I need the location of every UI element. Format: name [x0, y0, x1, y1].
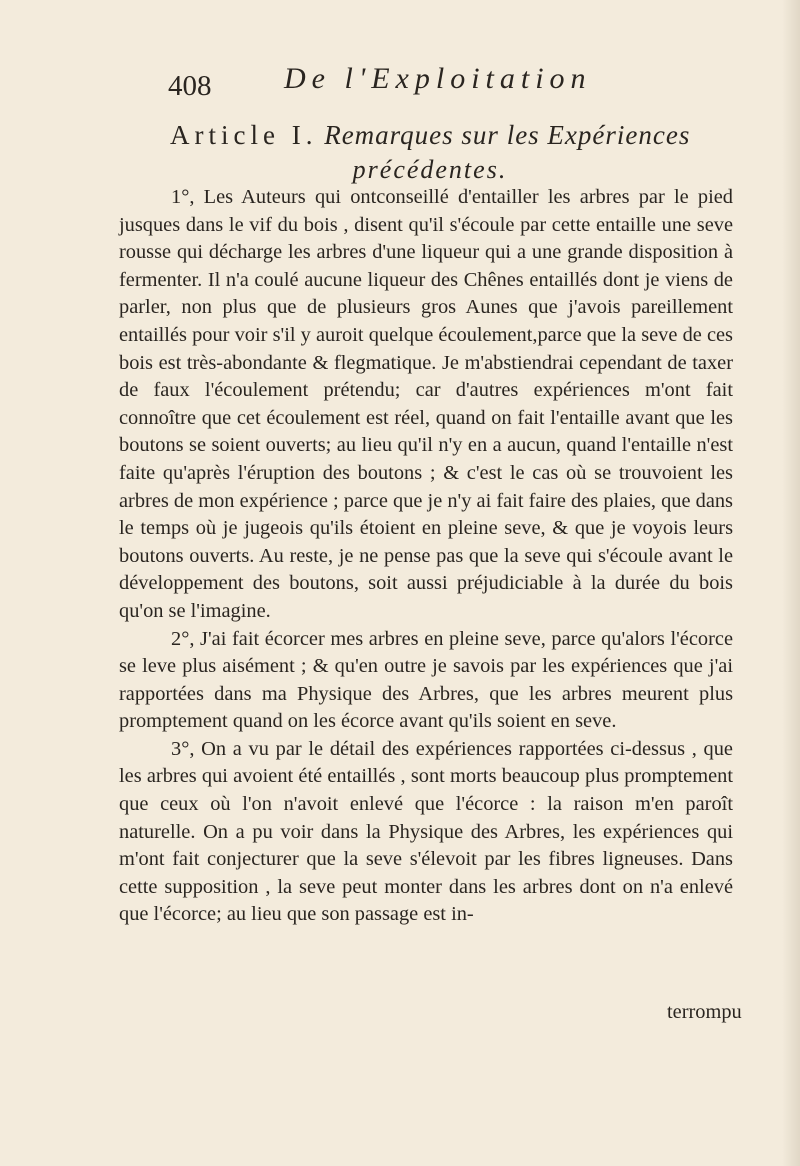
running-title: De l'Exploitation: [284, 62, 592, 95]
page-header: [168, 62, 630, 102]
paragraph-1: 1°, Les Auteurs qui ontconseillé d'entailler les arbres par le pied jusques dans le vif du bois , disent qu'il s'écoule par cette entaille une seve rousse qui décharge les arbres d'une liqueur qui a une grande disposition à fermenter. Il n'a coulé aucune liqueur des Chênes entaillés dont je viens de parler, non plus que de plusieurs gros Aunes que j'avois pareillement entaillés pour voir s'il y auroit quelque écoulement,parce que la seve de ces bois est très-abondante & flegmatique. Je m'abstiendrai cependant de taxer de faux l'écoulement prétendu; car d'autres expériences m'ont fait connoître que cet écoulement est réel, quand on fait l'entaille avant que les boutons se soient ouverts; au lieu qu'il n'y en a aucun, quand l'entaille n'est faite qu'après l'éruption des boutons ; & c'est le cas où se trouvoient les arbres de mon expérience ; parce que je n'y ai fait faire des plaies, que dans le temps où je jugeois qu'ils étoient en pleine seve, & que je voyois leurs boutons ouverts. Au reste, je ne pense pas que la seve qui s'écoule avant le développement des boutons, soit aussi préjudiciable à la durée du bois qu'on se l'imagine.: [119, 186, 733, 622]
article-heading: [170, 120, 730, 185]
paragraph-3: 3°, On a vu par le détail des expériences rapportées ci-dessus , que les arbres qui avoient été entaillés , sont morts beaucoup plus promptement que ceux où l'on n'avoit enlevé que l'écorce : la raison m'en paroît naturelle. On a pu voir dans la Physique des Arbres, les expériences qui m'ont fait conjecturer que la seve s'élevoit par les fibres ligneuses. Dans cette supposition , la seve peut monter dans les arbres dont on n'a enlevé que l'écorce; au lieu que son passage est in-: [119, 737, 733, 926]
catchword: terrompu: [667, 1001, 742, 1023]
article-heading-line1: [170, 120, 730, 151]
paragraph-2: 2°, J'ai fait écorcer mes arbres en pleine seve, parce qu'alors l'écorce se leve plus aisément ; & qu'en outre je savois par les expériences que j'ai rapportées dans ma Physique des Arbres, que les arbres meurent plus promptement quand on les écorce avant qu'ils soient en seve.: [119, 627, 733, 733]
body-text: [119, 184, 733, 929]
page-number: 408: [168, 70, 212, 102]
article-title-continuation: précédentes.: [352, 155, 508, 184]
article-title: Remarques sur les Expériences: [324, 120, 691, 150]
page-edge-shadow: [782, 0, 800, 1166]
article-label: Article I.: [170, 120, 318, 150]
